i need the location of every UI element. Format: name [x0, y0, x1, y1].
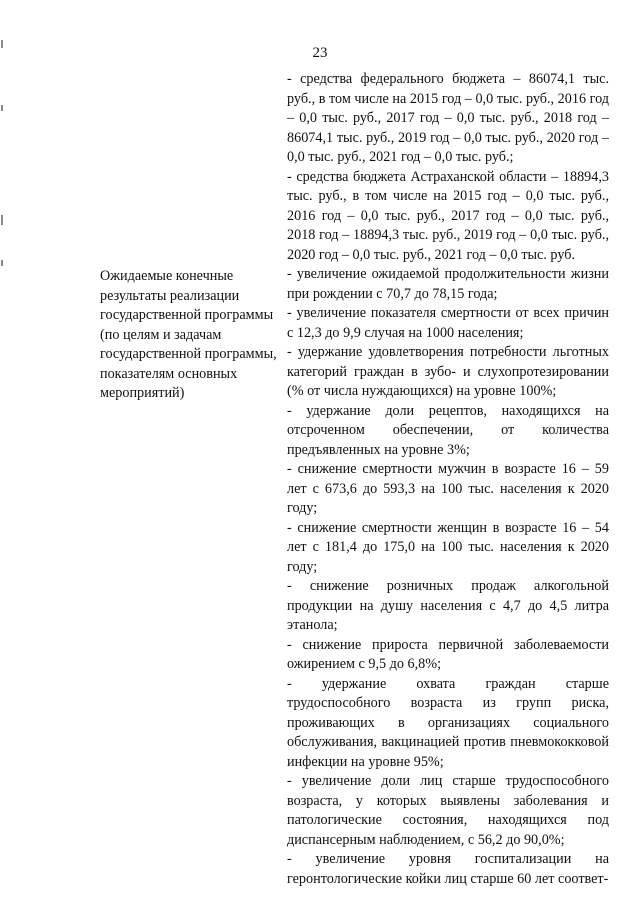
result-item: - снижение прироста первичной заболеваемости ожирением с 9,5 до 6,8%;: [287, 636, 609, 672]
funding-federal: - средства федерального бюджета – 86074,1 тыс. руб., в том числе на 2015 год – 0,0 тыс. руб., 2016 год – 0,0 тыс. руб., 2017 год – 0,0 тыс. руб., 2018 год – 86074,1 тыс. руб., 2019 год – 0,0 тыс. руб., 2020 год – 0,0 тыс. руб., 2021 год – 0,0 тыс. руб.;: [287, 71, 609, 165]
expected-results-label: Ожидаемые конечные результаты реализации государственной программы (по целям и задачам государственной программы, показателям основных мероприятий): [100, 268, 277, 401]
result-item: - снижение смертности женщин в возрасте 16 – 54 лет с 181,4 до 175,0 на 100 тыс. населения к 2020 году;: [287, 519, 609, 575]
result-item: - удержание охвата граждан старше трудоспособного возраста из групп риска, проживающих в организациях социального обслуживания, вакцинацией против пневмококковой инфекции на уровне 95%;: [287, 675, 609, 770]
right-column: [287, 70, 609, 889]
result-item: - увеличение ожидаемой продолжительности жизни при рождении с 70,7 до 78,15 года;: [287, 266, 609, 302]
result-item: - увеличение уровня госпитализации на геронтологические койки лиц старше 60 лет соответ-: [287, 851, 609, 887]
page-number: 23: [312, 45, 328, 61]
result-item: - снижение розничных продаж алкогольной продукции на душу населения с 4,7 до 4,5 литра этанола;: [287, 578, 609, 633]
result-item: - увеличение доли лиц старше трудоспособного возраста, у которых выявлены заболевания и патологические состояния, находящихся под диспансерным наблюдением, с 56,2 до 90,0%;: [287, 773, 609, 848]
result-item: - увеличение показателя смертности от всех причин с 12,3 до 9,9 случая на 1000 населения;: [287, 305, 609, 341]
result-item: - удержание доли рецептов, находящихся на отсроченном обеспечении, от количества предъявленных на уровне 3%;: [287, 402, 609, 458]
scan-edge-marks: [0, 0, 8, 905]
result-item: - снижение смертности мужчин в возрасте 16 – 59 лет с 673,6 до 593,3 на 100 тыс. населения к 2020 году;: [287, 461, 609, 516]
result-item: - удержание удовлетворения потребности льготных категорий граждан в зубо- и слухопротезировании (% от числа нуждающихся) на уровне 100%;: [287, 344, 609, 399]
funding-regional: - средства бюджета Астраханской области – 18894,3 тыс. руб., в том числе на 2015 год – 0,0 тыс. руб., 2016 год – 0,0 тыс. руб., 2017 год – 0,0 тыс. руб., 2018 год – 18894,3 тыс. руб., 2019 год – 0,0 тыс. руб., 2020 год – 0,0 тыс. руб., 2021 год – 0,0 тыс. руб.: [287, 168, 609, 263]
